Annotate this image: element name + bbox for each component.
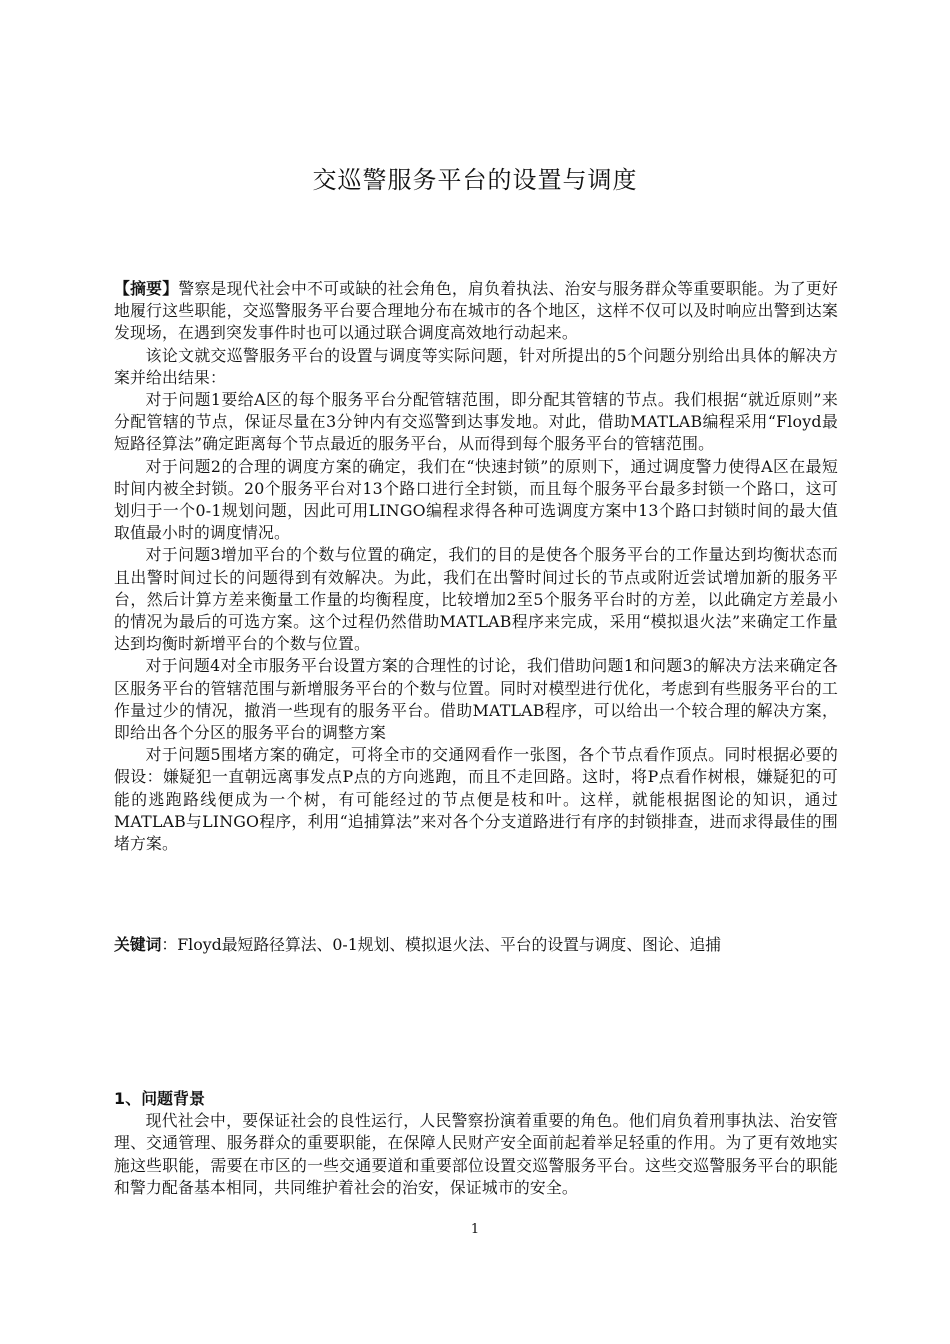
abstract-intro-text: 警察是现代社会中不可或缺的社会角色，肩负着执法、治安与服务群众等重要职能。为了更好地履行这些职能，交巡警服务平台要合理地分布在城市的各个地区，这样不仅可以及时响应出警到达案发现场，在遇到突发事件时也可以通过联合调度高效地行动起来。 <box>114 279 838 343</box>
abstract-label: 【摘要】 <box>114 279 179 298</box>
keywords-text: ：Floyd最短路径算法、0-1规划、模拟退火法、平台的设置与调度、图论、追捕 <box>161 935 722 954</box>
abstract-paragraph-intro <box>114 278 838 345</box>
keywords-line <box>114 934 854 956</box>
abstract-paragraph-problem-5: 对于问题5围堵方案的确定，可将全市的交通网看作一张图，各个节点看作顶点。同时根据必要的假设：嫌疑犯一直朝远离事发点P点的方向逃跑，而且不走回路。这时，将P点看作树根，嫌疑犯的可能的逃跑路线便成为一个树，有可能经过的节点便是枝和叶。这样，就能根据图论的知识，通过MATLAB与LINGO程序，利用“追捕算法”来对各个分支道路进行有序的封锁排查，进而求得最佳的围堵方案。 <box>114 745 838 854</box>
abstract-paragraph-problem-4: 对于问题4对全市服务平台设置方案的合理性的讨论，我们借助问题1和问题3的解决方法来确定各区服务平台的管辖范围与新增服务平台的个数与位置。同时对模型进行优化，考虑到有些服务平台的工作量过少的情况，撤消一些现有的服务平台。借助MATLAB程序，可以给出一个较合理的解决方案，即给出各个分区的服务平台的调整方案 <box>114 656 838 743</box>
keywords-label: 关键词 <box>114 935 162 954</box>
abstract-paragraph-problem-3: 对于问题3增加平台的个数与位置的确定，我们的目的是使各个服务平台的工作量达到均衡状态而且出警时间过长的问题得到有效解决。为此，我们在出警时间过长的节点或附近尝试增加新的服务平台，然后计算方差来衡量工作量的均衡程度，比较增加2至5个服务平台时的方差，以此确定方差最小的情况为最后的可选方案。这个过程仍然借助MATLAB程序来完成，采用“模拟退火法”来确定工作量达到均衡时新增平台的个数与位置。 <box>114 545 838 654</box>
page-number: 1 <box>470 1222 480 1237</box>
section-heading: 1、问题背景 <box>114 1089 206 1108</box>
abstract-paragraph-overview: 该论文就交巡警服务平台的设置与调度等实际问题，针对所提出的5个问题分别给出具体的解决方案并给出结果： <box>114 345 838 387</box>
abstract-paragraph-problem-2: 对于问题2的合理的调度方案的确定，我们在“快速封锁”的原则下，通过调度警力使得A区在最短时间内被全封锁。20个服务平台对13个路口进行全封锁，而且每个服务平台最多封锁一个路口，这可划归于一个0-1规划问题，因此可用LINGO编程求得各种可选调度方案中13个路口封锁时间的最大值取值最小时的调度情况。 <box>114 456 838 543</box>
section-problem-background <box>114 1088 838 1199</box>
section-body-paragraph: 现代社会中，要保证社会的良性运行，人民警察扮演着重要的角色。他们肩负着刑事执法、治安管理、交通管理、服务群众的重要职能，在保障人民财产安全面前起着举足轻重的作用。为了更有效地实施这些职能，需要在市区的一些交通要道和重要部位设置交巡警服务平台。这些交巡警服务平台的职能和警力配备基本相同，共同维护着社会的治安，保证城市的安全。 <box>114 1111 838 1197</box>
paper-title: 交巡警服务平台的设置与调度 <box>312 166 638 194</box>
abstract-block <box>114 278 838 855</box>
abstract-paragraph-problem-1: 对于问题1要给A区的每个服务平台分配管辖范围，即分配其管辖的节点。我们根据“就近原则”来分配管辖的节点，保证尽量在3分钟内有交巡警到达事发地。对此，借助MATLAB编程采用“Floyd最短路径算法”确定距离每个节点最近的服务平台，从而得到每个服务平台的管辖范围。 <box>114 390 838 454</box>
